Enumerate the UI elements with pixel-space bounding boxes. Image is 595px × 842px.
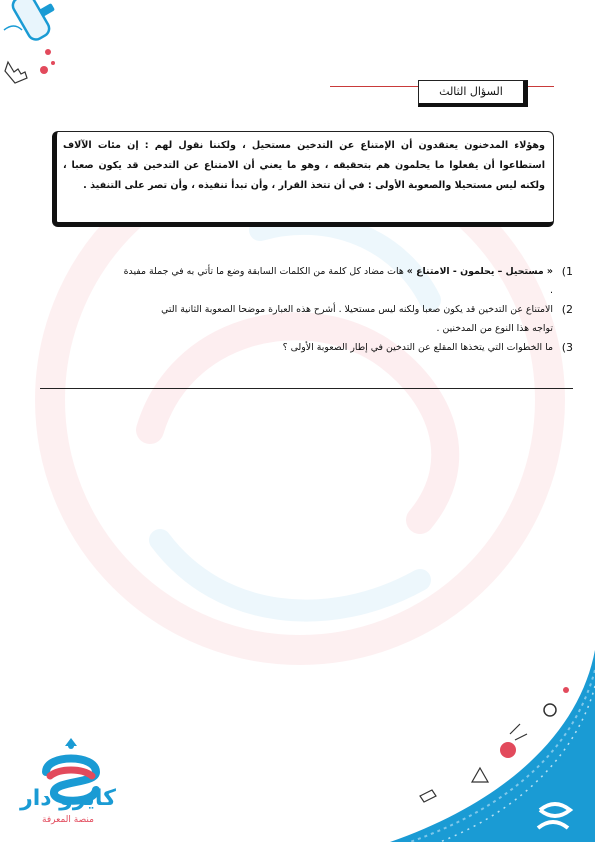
flask-hand-decoration [0, 0, 80, 90]
question-number: 3) [561, 341, 573, 354]
science-corner-decoration [390, 650, 595, 842]
reading-passage: وهؤلاء المدخنون يعتقدون أن الإمتناع عن التدخين مستحيل ، ولكننا نقول لهم : إن مئات الآلاف استطاعوا أن يفعلوا ما يحلمون هم بتحقيقه ، وهو ما يعني أن الامتناع عن التدخين قد يكون صعبا ، ولكنه ليس مستحيلا والصعوبة الأولى : في أن تتخذ القرار ، وأن تبدأ تنفيذه ، وأن تصر على التنفيذ . [52, 131, 554, 227]
brand-name: كايرو دار [20, 786, 116, 811]
question-2 [40, 300, 573, 338]
section-title: السؤال الثالث [418, 80, 528, 107]
question-continuation: تواجه هذا النوع من المدخنين . [436, 323, 553, 334]
question-3 [40, 338, 573, 357]
brand-logo-icon [16, 712, 126, 832]
brand-tagline: منصة المعرفة [42, 815, 94, 825]
question-text: هات مضاد كل كلمة من الكلمات السابقة وضع ما تأتي به في جملة مفيدة [123, 266, 407, 277]
title-rule-left [330, 86, 418, 87]
question-number: 1) [561, 265, 573, 278]
questions-list [40, 262, 573, 357]
question-number: 2) [561, 303, 573, 316]
question-keywords: « مستحيل – يحلمون - الامتناع » [406, 266, 553, 277]
divider-line [40, 388, 573, 389]
question-text: ما الخطوات التي يتخذها المقلع عن التدخين في إطار الصعوبة الأولى ؟ [282, 342, 553, 353]
question-text: الامتناع عن التدخين قد يكون صعبا ولكنه ليس مستحيلا . أشرح هذه العبارة موضحا الصعوبة الثانية التي [161, 304, 553, 315]
question-1 [40, 262, 573, 300]
question-continuation: . [550, 285, 553, 296]
